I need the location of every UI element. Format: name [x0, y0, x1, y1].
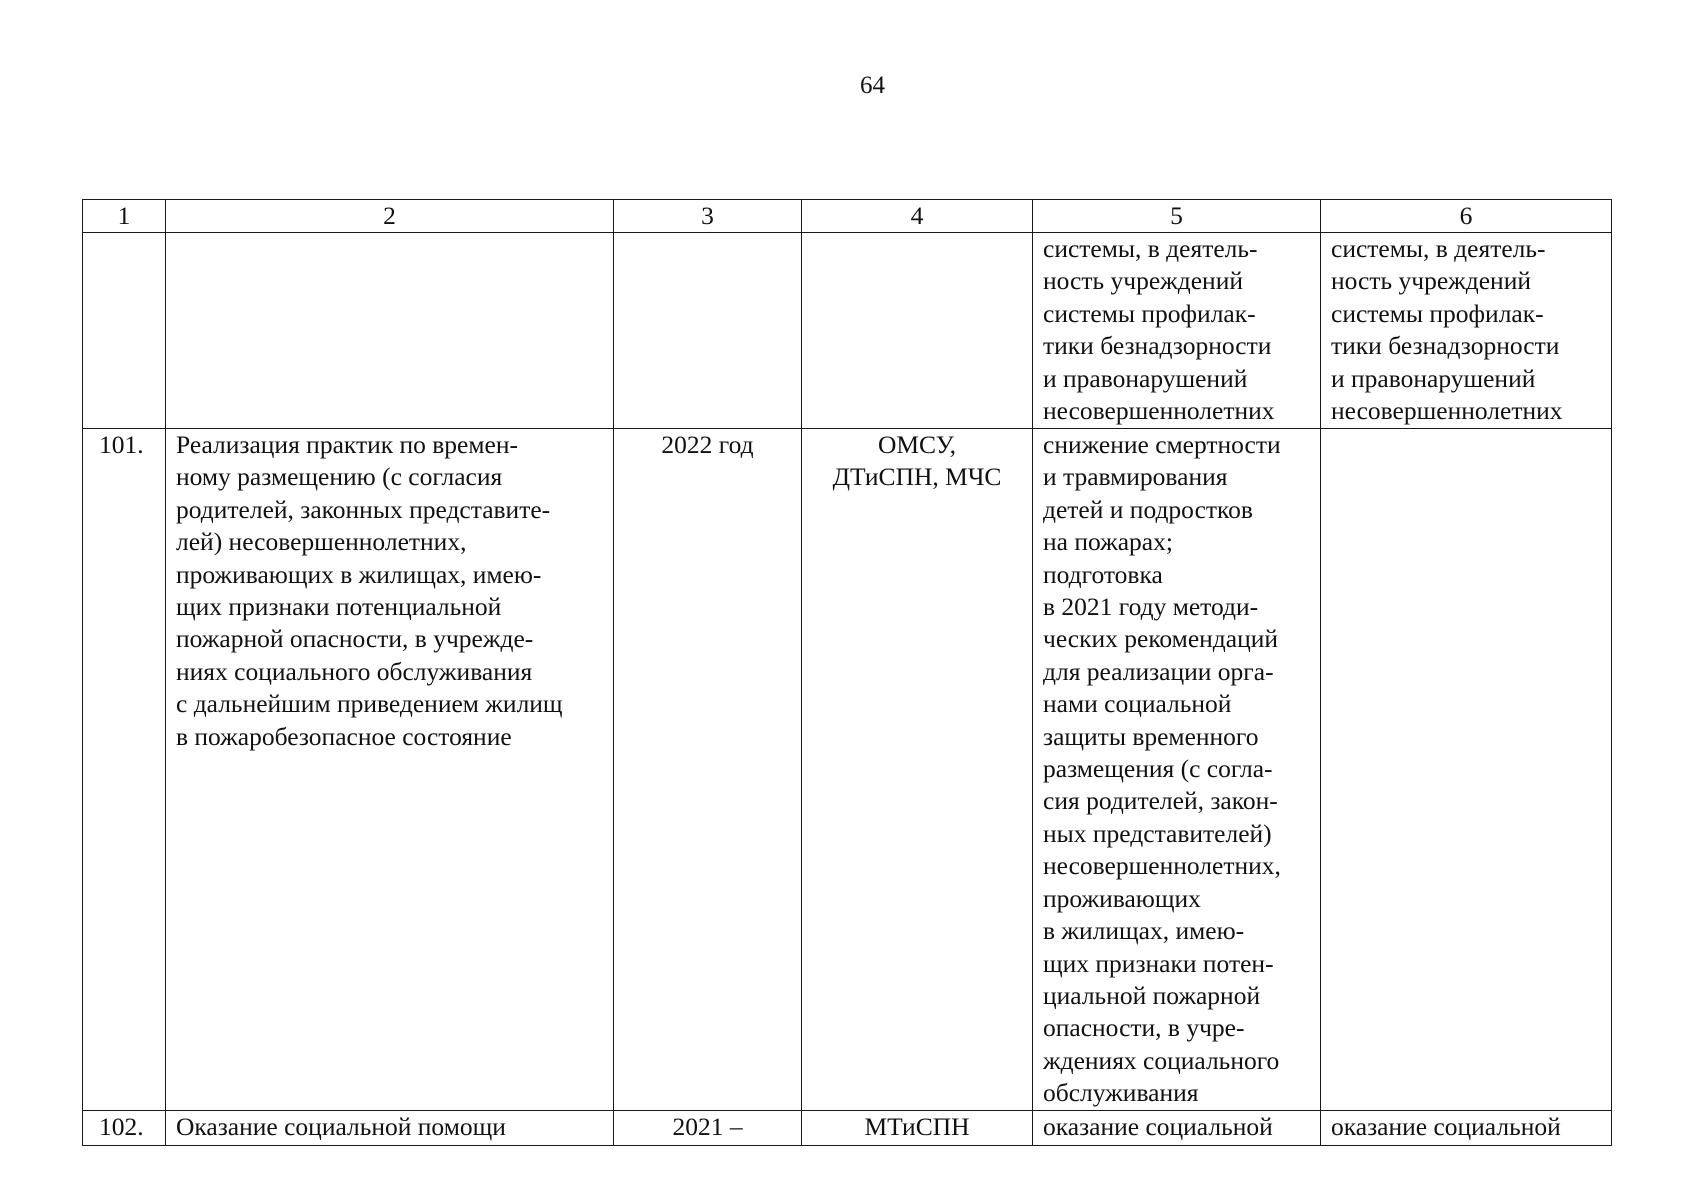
action-cell — [166, 233, 614, 429]
table-row-continuation — [83, 233, 1612, 429]
measures-table — [82, 199, 1612, 1146]
table-row — [83, 1110, 1612, 1145]
column-header-4: 4 — [802, 200, 1033, 233]
executors-cell: МТиСПН — [802, 1110, 1033, 1145]
executors-cell: ОМСУ, ДТиСПН, МЧС — [802, 429, 1033, 1111]
period-cell: 2022 год — [614, 429, 802, 1111]
column-header-2: 2 — [166, 200, 614, 233]
action-cell: Реализация практик по времен- ному размещению (с согласия родителей, законных представите- лей) несовершеннолетних, проживающих в жилищах, имею- щих признаки потенциальной пожарной опасности, в учрежде- ниях социального обслуживания с дальнейшим приведением жилищ в пожаробезопасное состояние — [166, 429, 614, 1111]
result-cell: снижение смертности и травмирования детей и подростков на пожарах; подготовка в 2021 году методи- ческих рекомендаций для реализации орга- нами социальной защиты временного размещения (с согла- сия родителей, закон- ных представителей) несовершеннолетних, проживающих в жилищах, имею- щих признаки потен- циальной пожарной опасности, в учре- ждениях социального обслуживания — [1033, 429, 1321, 1111]
column-number-header-row — [83, 200, 1612, 233]
table-row — [83, 429, 1612, 1111]
column-header-3: 3 — [614, 200, 802, 233]
indicator-cell: системы, в деятель- ность учреждений системы профилак- тики безнадзорности и правонарушений несовершеннолетних — [1321, 233, 1612, 429]
column-header-1: 1 — [83, 200, 166, 233]
column-header-5: 5 — [1033, 200, 1321, 233]
column-header-6: 6 — [1321, 200, 1612, 233]
row-number-cell: 102. — [83, 1110, 166, 1145]
result-cell: оказание социальной — [1033, 1110, 1321, 1145]
row-number-cell — [83, 233, 166, 429]
period-cell — [614, 233, 802, 429]
executors-cell — [802, 233, 1033, 429]
action-cell: Оказание социальной помощи — [166, 1110, 614, 1145]
indicator-cell: оказание социальной — [1321, 1110, 1612, 1145]
row-number-cell: 101. — [83, 429, 166, 1111]
page-number: 64 — [860, 72, 885, 99]
indicator-cell — [1321, 429, 1612, 1111]
period-cell: 2021 – — [614, 1110, 802, 1145]
result-cell: системы, в деятель- ность учреждений системы профилак- тики безнадзорности и правонарушений несовершеннолетних — [1033, 233, 1321, 429]
